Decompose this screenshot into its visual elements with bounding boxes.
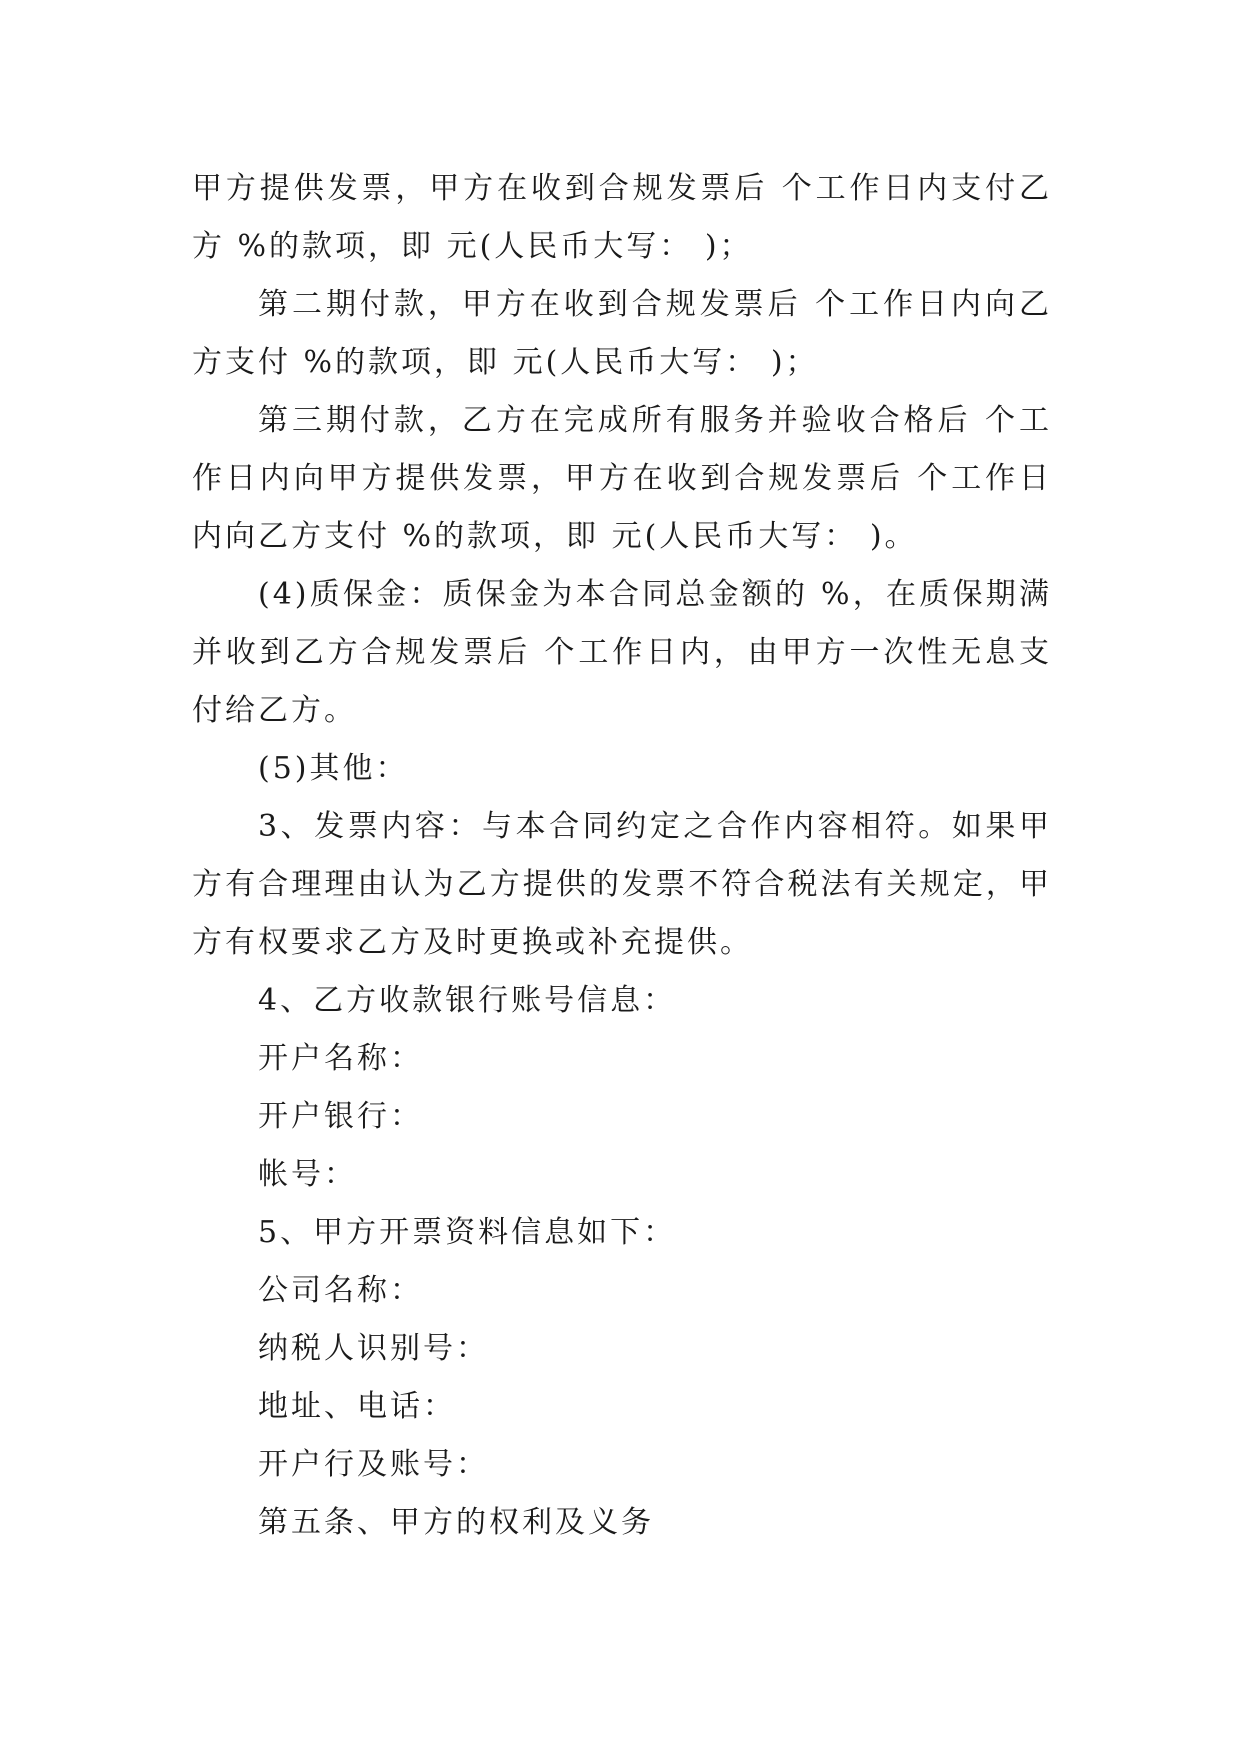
paragraph-payment-first-continued: 甲方提供发票，甲方在收到合规发票后 个工作日内支付乙方 %的款项，即 元(人民币大写： )； (192, 171, 1052, 264)
field-address-phone: 地址、电话： (258, 1389, 456, 1424)
field-bank-and-account: 开户行及账号： (258, 1447, 489, 1482)
document-body (192, 160, 1052, 1552)
paragraph-bank-account-heading: 4、乙方收款银行账号信息： (258, 983, 677, 1018)
field-bank-name: 开户银行： (258, 1099, 423, 1134)
paragraph-payment-third: 第三期付款，乙方在完成所有服务并验收合格后 个工作日内向甲方提供发票，甲方在收到合规发票后 个工作日内向乙方支付 %的款项，即 元(人民币大写： )。 (192, 403, 1052, 554)
paragraph-warranty-deposit: (4)质保金：质保金为本合同总金额的 %，在质保期满并收到乙方合规发票后 个工作日内，由甲方一次性无息支付给乙方。 (192, 577, 1052, 728)
paragraph-invoice-content: 3、发票内容：与本合同约定之合作内容相符。如果甲方有合理理由认为乙方提供的发票不符合税法有关规定，甲方有权要求乙方及时更换或补充提供。 (192, 809, 1052, 960)
field-taxpayer-id: 纳税人识别号： (258, 1331, 489, 1366)
field-account-number: 帐号： (258, 1157, 357, 1192)
paragraph-invoice-info-heading: 5、甲方开票资料信息如下： (258, 1215, 677, 1250)
paragraph-other: (5)其他： (258, 751, 409, 786)
field-company-name: 公司名称： (258, 1273, 423, 1308)
field-account-name: 开户名称： (258, 1041, 423, 1076)
paragraph-payment-second: 第二期付款，甲方在收到合规发票后 个工作日内向乙方支付 %的款项，即 元(人民币大写： )； (192, 287, 1052, 380)
section-heading-article-five: 第五条、甲方的权利及义务 (258, 1505, 654, 1540)
